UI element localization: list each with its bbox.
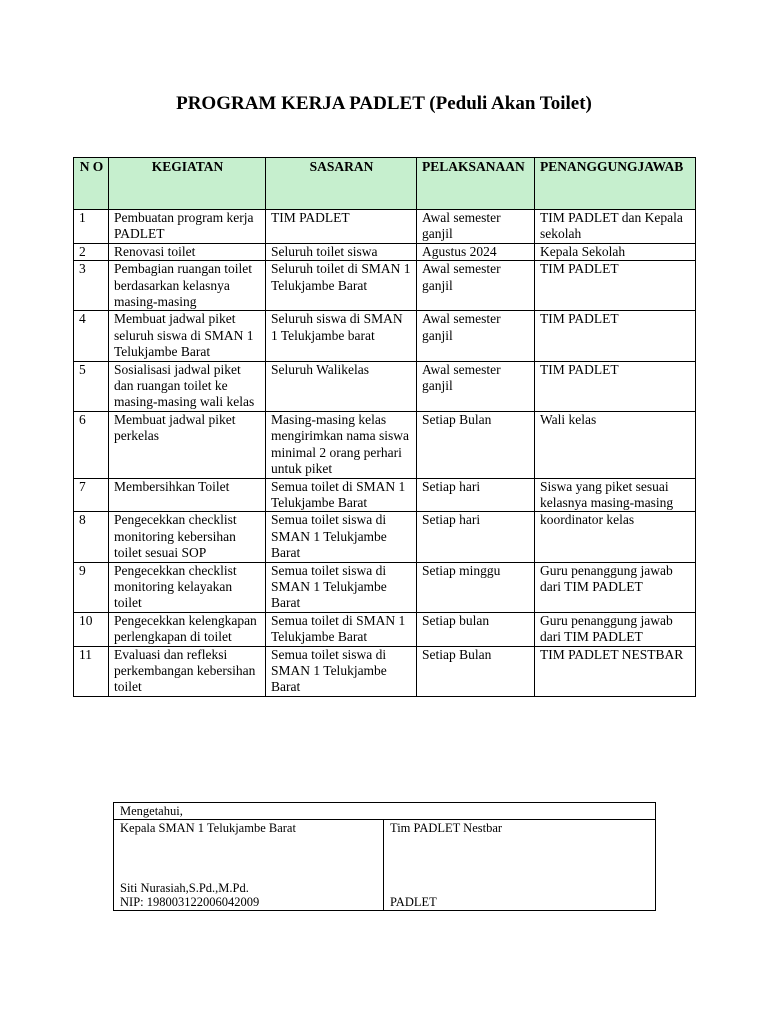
cell-no: 1 — [74, 210, 109, 244]
cell-no: 2 — [74, 243, 109, 260]
table-row — [74, 243, 696, 260]
table-row — [74, 612, 696, 646]
cell-pelaksanaan: Setiap hari — [417, 512, 535, 562]
cell-sasaran: Seluruh siswa di SMAN 1 Telukjambe barat — [266, 311, 417, 361]
document-title: PROGRAM KERJA PADLET (Peduli Akan Toilet) — [176, 93, 592, 114]
left-nip: NIP: 198003122006042009 — [120, 895, 260, 909]
cell-penanggungjawab: Guru penanggung jawab dari TIM PADLET — [535, 562, 696, 612]
header-pelaksanaan: PELAKSANAAN — [417, 158, 535, 210]
cell-penanggungjawab: TIM PADLET NESTBAR — [535, 646, 696, 696]
cell-penanggungjawab: TIM PADLET dan Kepala sekolah — [535, 210, 696, 244]
cell-sasaran: Masing-masing kelas mengirimkan nama siswa minimal 2 orang perhari untuk piket — [266, 411, 417, 478]
cell-penanggungjawab: TIM PADLET — [535, 261, 696, 311]
cell-pelaksanaan: Awal semester ganjil — [417, 261, 535, 311]
cell-penanggungjawab: TIM PADLET — [535, 361, 696, 411]
cell-penanggungjawab: koordinator kelas — [535, 512, 696, 562]
signature-right — [384, 820, 656, 911]
cell-pelaksanaan: Agustus 2024 — [417, 243, 535, 260]
cell-sasaran: Semua toilet siswa di SMAN 1 Telukjambe Barat — [266, 562, 417, 612]
cell-kegiatan: Membersihkan Toilet — [109, 478, 266, 512]
cell-pelaksanaan: Setiap Bulan — [417, 411, 535, 478]
mengetahui-label: Mengetahui, — [114, 803, 656, 820]
table-row — [74, 311, 696, 361]
header-penanggungjawab: PENANGGUNGJAWAB — [535, 158, 696, 210]
table-row — [74, 411, 696, 478]
cell-kegiatan: Membuat jadwal piket perkelas — [109, 411, 266, 478]
table-row — [74, 478, 696, 512]
table-row — [74, 361, 696, 411]
table-body — [74, 210, 696, 697]
program-table — [73, 157, 696, 697]
cell-pelaksanaan: Setiap Bulan — [417, 646, 535, 696]
table-header-row — [74, 158, 696, 210]
table-row — [74, 562, 696, 612]
cell-no: 3 — [74, 261, 109, 311]
cell-penanggungjawab: Kepala Sekolah — [535, 243, 696, 260]
signature-left — [114, 820, 384, 911]
cell-sasaran: Semua toilet di SMAN 1 Telukjambe Barat — [266, 612, 417, 646]
cell-pelaksanaan: Setiap bulan — [417, 612, 535, 646]
left-name: Siti Nurasiah,S.Pd.,M.Pd. — [120, 881, 249, 895]
left-title: Kepala SMAN 1 Telukjambe Barat — [120, 821, 296, 835]
cell-kegiatan: Pengecekkan checklist monitoring kebersihan toilet sesuai SOP — [109, 512, 266, 562]
cell-kegiatan: Pembuatan program kerja PADLET — [109, 210, 266, 244]
cell-no: 7 — [74, 478, 109, 512]
cell-kegiatan: Pengecekkan kelengkapan perlengkapan di toilet — [109, 612, 266, 646]
cell-pelaksanaan: Awal semester ganjil — [417, 210, 535, 244]
table-row — [74, 261, 696, 311]
cell-sasaran: TIM PADLET — [266, 210, 417, 244]
cell-penanggungjawab: Siswa yang piket sesuai kelasnya masing-masing — [535, 478, 696, 512]
cell-sasaran: Seluruh toilet di SMAN 1 Telukjambe Barat — [266, 261, 417, 311]
cell-no: 11 — [74, 646, 109, 696]
cell-sasaran: Semua toilet siswa di SMAN 1 Telukjambe Barat — [266, 646, 417, 696]
cell-kegiatan: Evaluasi dan refleksi perkembangan kebersihan toilet — [109, 646, 266, 696]
cell-sasaran: Semua toilet di SMAN 1 Telukjambe Barat — [266, 478, 417, 512]
table-row — [74, 210, 696, 244]
cell-sasaran: Seluruh toilet siswa — [266, 243, 417, 260]
header-kegiatan: KEGIATAN — [109, 158, 266, 210]
cell-penanggungjawab: Guru penanggung jawab dari TIM PADLET — [535, 612, 696, 646]
cell-pelaksanaan: Setiap hari — [417, 478, 535, 512]
cell-no: 4 — [74, 311, 109, 361]
cell-kegiatan: Renovasi toilet — [109, 243, 266, 260]
header-no: N O — [74, 158, 109, 210]
right-name: PADLET — [390, 895, 437, 909]
cell-kegiatan: Membuat jadwal piket seluruh siswa di SMAN 1 Telukjambe Barat — [109, 311, 266, 361]
signature-block — [113, 802, 656, 911]
cell-pelaksanaan: Awal semester ganjil — [417, 311, 535, 361]
cell-kegiatan: Sosialisasi jadwal piket dan ruangan toilet ke masing-masing wali kelas — [109, 361, 266, 411]
cell-no: 5 — [74, 361, 109, 411]
cell-kegiatan: Pengecekkan checklist monitoring kelayakan toilet — [109, 562, 266, 612]
cell-penanggungjawab: TIM PADLET — [535, 311, 696, 361]
cell-kegiatan: Pembagian ruangan toilet berdasarkan kelasnya masing-masing — [109, 261, 266, 311]
table-row — [74, 512, 696, 562]
cell-sasaran: Semua toilet siswa di SMAN 1 Telukjambe Barat — [266, 512, 417, 562]
cell-no: 6 — [74, 411, 109, 478]
table-row — [74, 646, 696, 696]
cell-sasaran: Seluruh Walikelas — [266, 361, 417, 411]
cell-penanggungjawab: Wali kelas — [535, 411, 696, 478]
cell-pelaksanaan: Awal semester ganjil — [417, 361, 535, 411]
right-title: Tim PADLET Nestbar — [390, 821, 503, 835]
cell-no: 8 — [74, 512, 109, 562]
header-sasaran: SASARAN — [266, 158, 417, 210]
cell-pelaksanaan: Setiap minggu — [417, 562, 535, 612]
cell-no: 10 — [74, 612, 109, 646]
cell-no: 9 — [74, 562, 109, 612]
